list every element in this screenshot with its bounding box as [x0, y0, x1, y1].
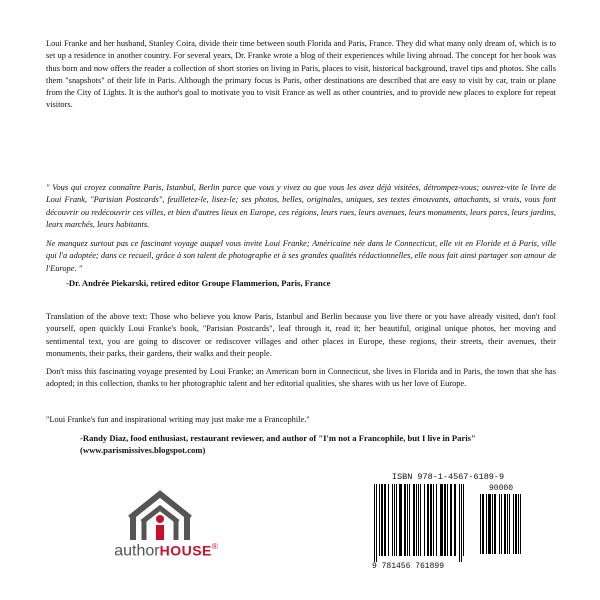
dont-miss-paragraph: Don't miss this fascinating voyage presented by Loui Franke; an American born in Connecticut, she lives in Florida and in Paris, the town that she has adopted; in this collection, thanks to her photographic talent and her editorial qualities, she shares with us her love of Europe.: [46, 367, 556, 389]
intro-paragraph: Loui Franke and her husband, Stanley Coira, divide their time between south Florida and Paris, France. They did what many only dream of, which is to set up a residence in another country. For several years, Dr. Franke wrote a blog of their experiences while living abroad. The concept for her book was thus born and now offers the reader a collection of short stories on living in Paris, places to visit, historical background, travel tips and photos. She calls them "snapshots" of their life in Paris. Although the primary focus is Paris, other destinations are described that are easy to visit by car, train or plane from the City of Lights. It is the author's goal to motivate you to visit France as well as other countries, and to provide new places to explore for repeat visitors.: [46, 39, 556, 110]
wordmark-house: HOUSE: [159, 542, 212, 559]
ean-barcode-bars: [374, 484, 478, 562]
price-code: 90000: [488, 484, 513, 493]
french-quote-part-2: Ne manquez surtout pas ce fascinant voyage auquel vous invite Loui Franke; Américaine née dans le Connecticut, elle vit en Floride et à Paris, ville qui l'a adoptée; dans ce recueil, grâce à son talent de photographe et à ses grandes qualités rédactionnelles, elle nous fait ainsi partager son amour de l'Europe. ": [46, 239, 556, 273]
attribution-line-1: -Randy Diaz, food enthusiast, restaurant reviewer, and author of "I'm not a Francophile, but I live in Paris": [80, 433, 476, 443]
ean-digits: 9 781456 761899: [372, 562, 445, 571]
french-quote-attribution: -Dr. Andrée Piekarski, retired editor Groupe Flammerion, Paris, France: [66, 278, 331, 288]
english-quote-attribution: [80, 432, 560, 457]
isbn-barcode: [368, 472, 528, 576]
price-addon-bars: [480, 494, 522, 560]
isbn-label: ISBN 978-1-4567-6189-9: [391, 472, 505, 482]
wordmark-author: author: [114, 542, 160, 560]
authorhouse-house-icon: [124, 488, 196, 542]
publisher-logo: [96, 488, 236, 568]
french-quote-part-1: " Vous qui croyez connaître Paris, Istanbul, Berlin parce que vous y vivez ou que vous les avez déjà visitées, détrompez-vous; ouvrez-vite le livre de Loui Frank, "Parisian Postcards", feuilletez-le, lisez-le; ses photos, belles, originales, uniques, ses textes émouvants, attachants, si vrais, vous font découvrir ou redécouvrir ces villes, et bien d'autres lieux en Europe, ces régions, leurs rues, leurs avenues, leurs monuments, leurs parcs, leurs jardins, leurs marchés, leurs habitants.: [46, 183, 556, 229]
attribution-line-2: (www.parismissives.blogspot.com): [80, 445, 206, 456]
registered-mark: ®: [211, 542, 218, 551]
translation-paragraph: Translation of the above text: Those who believe you know Paris, Istanbul and Berlin because you live there or you have already visited, don't fool yourself, open quickly Loui Franke's book, "Parisian Postcards", leaf through it, read it; her beautiful, original unique photos, her moving and sentimental text, you are going to discover or rediscover villages and other places in Europe, these regions, their streets, their avenues, their monuments, their parks, their gardens, their walks and their people.: [46, 312, 556, 358]
english-quote: "Loui Franke's fun and inspirational writing may just make me a Francophile.": [46, 415, 310, 424]
publisher-wordmark: [96, 542, 236, 560]
